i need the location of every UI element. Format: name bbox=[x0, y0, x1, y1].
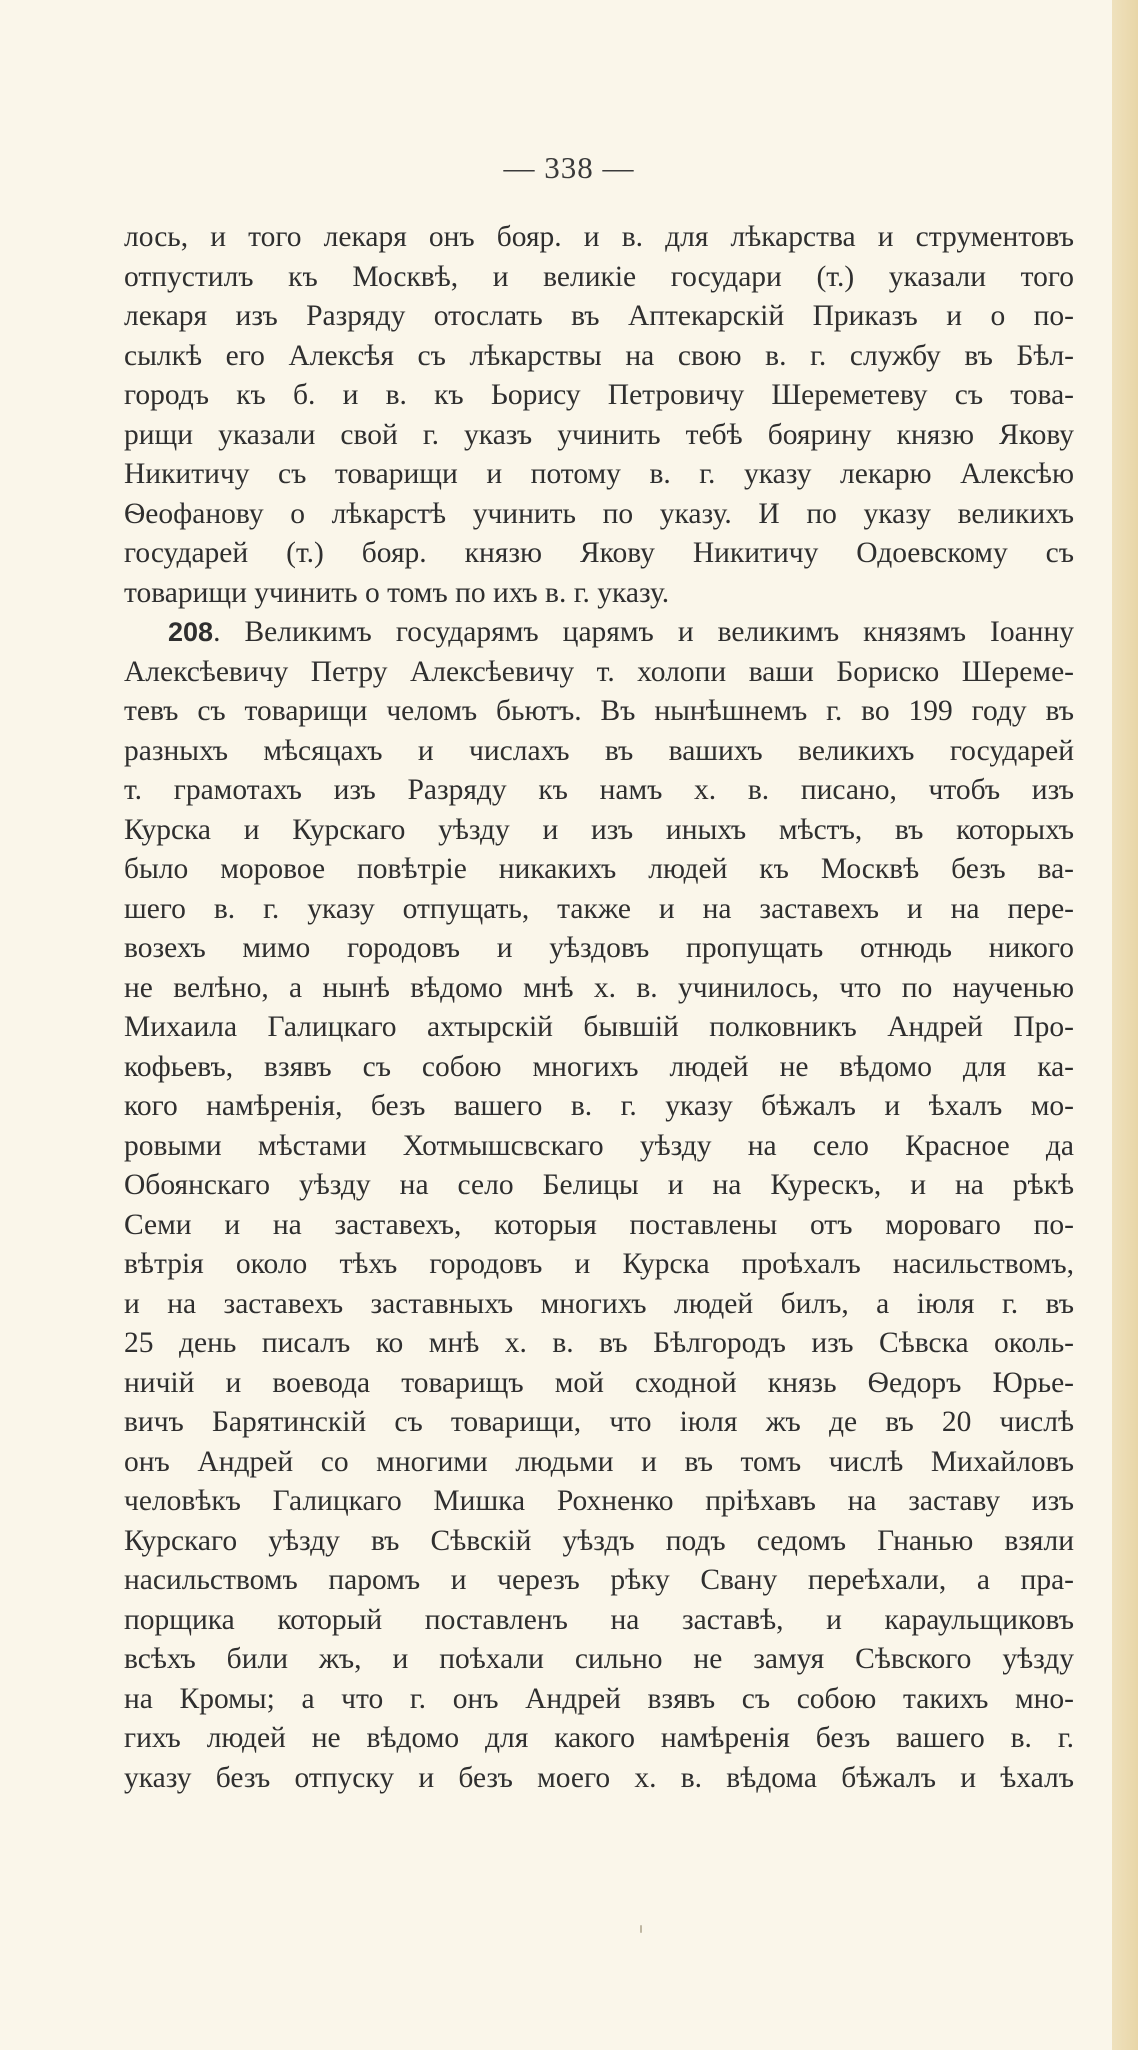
text-line: ровыми мѣстами Хотмышсвскаго уѣзду на село Красное да bbox=[124, 1129, 1074, 1162]
text-line: онъ Андрей со многими людьми и въ томъ числѣ Михайловъ bbox=[124, 1445, 1074, 1478]
text-line: сылкѣ его Алексѣя съ лѣкарствы на свою в. г. службу въ Бѣл- bbox=[124, 339, 1074, 372]
text-line: кого намѣренія, безъ вашего в. г. указу бѣжалъ и ѣхалъ мо- bbox=[124, 1090, 1074, 1122]
text-line: указу безъ отпуску и безъ моего х. в. вѣдома бѣжалъ и ѣхалъ bbox=[124, 1761, 1074, 1794]
text-line: ничій и воевода товарищъ мой сходной князь Ѳедоръ Юрье- bbox=[124, 1366, 1074, 1399]
text-line: шего в. г. указу отпущать, также и на заставехъ и на пере- bbox=[124, 892, 1074, 925]
text-line: лось, и того лекаря онъ бояр. и в. для лѣкарства и струментовъ bbox=[124, 221, 1074, 253]
text-line: порщика который поставленъ на заставѣ, и караульщиковъ bbox=[124, 1603, 1074, 1636]
text-line: Обоянскаго уѣзду на село Белицы и на Курескъ, и на рѣкѣ bbox=[124, 1169, 1074, 1201]
text-line: городъ къ б. и в. къ Ьорису Петровичу Шереметеву съ това- bbox=[124, 379, 1074, 411]
text-line: отпустилъ къ Москвѣ, и великіе государи (т.) указали того bbox=[124, 260, 1074, 293]
text-line: Алексѣевичу Петру Алексѣевичу т. холопи ваши Бориско Шереме- bbox=[124, 655, 1074, 688]
text-line: Никитичу съ товарищи и потому в. г. указу лекарю Алексѣю bbox=[124, 458, 1074, 490]
text-line: Курскаго уѣзду въ Сѣвскій уѣздъ подъ седомъ Гнанью взяли bbox=[124, 1524, 1074, 1557]
page-number: — 338 — bbox=[503, 150, 635, 185]
text-line: Курска и Курскаго уѣзду и изъ иныхъ мѣстъ, въ которыхъ bbox=[124, 813, 1074, 846]
text-line: тевъ съ товарищи челомъ бьютъ. Въ нынѣшнемъ г. во 199 году въ bbox=[124, 695, 1074, 727]
text-line: вичъ Барятинскій съ товарищи, что іюля жъ де въ 20 числѣ bbox=[124, 1406, 1074, 1438]
text-line: Ѳеофанову о лѣкарстѣ учинить по указу. И по указу великихъ bbox=[124, 497, 1074, 530]
text-line: и на заставехъ заставныхъ многихъ людей билъ, а іюля г. въ bbox=[124, 1287, 1074, 1320]
text-line: 25 день писалъ ко мнѣ х. в. въ Бѣлгородъ изъ Сѣвска околь- bbox=[124, 1327, 1074, 1359]
entry-number: 208 bbox=[168, 617, 214, 647]
text-line: государей (т.) бояр. князю Якову Никитичу Одоевскому съ bbox=[124, 537, 1074, 569]
text-line: было моровое повѣтріе никакихъ людей къ Москвѣ безъ ва- bbox=[124, 853, 1074, 885]
text-line: т. грамотахъ изъ Разряду къ намъ х. в. писано, чтобъ изъ bbox=[124, 774, 1074, 806]
page-edge-shadow bbox=[1112, 0, 1138, 2050]
text-line: кофьевъ, взявъ съ собою многихъ людей не вѣдомо для ка- bbox=[124, 1050, 1074, 1083]
text-line: всѣхъ били жъ, и поѣхали сильно не замуя Сѣвского уѣзду bbox=[124, 1643, 1074, 1675]
text-line: Семи и на заставехъ, которыя поставлены отъ мороваго по- bbox=[124, 1208, 1074, 1241]
text-line: разныхъ мѣсяцахъ и числахъ въ вашихъ великихъ государей bbox=[124, 734, 1074, 767]
text-line: не велѣно, а нынѣ вѣдомо мнѣ х. в. учинилось, что по наученью bbox=[124, 971, 1074, 1004]
text-line: человѣкъ Галицкаго Мишка Рохненко пріѣхавъ на заставу изъ bbox=[124, 1485, 1074, 1517]
text-line: вѣтрія около тѣхъ городовъ и Курска проѣхалъ насильствомъ, bbox=[124, 1248, 1074, 1280]
entry-first-line bbox=[124, 613, 1074, 653]
text-line: товарищи учинить о томъ по ихъ в. г. указу. bbox=[124, 576, 670, 609]
text-line: на Кромы; а что г. онъ Андрей взявъ съ собою такихъ мно- bbox=[124, 1682, 1074, 1715]
text-line: рищи указали свой г. указъ учинить тебѣ боярину князю Якову bbox=[124, 418, 1074, 451]
body-text bbox=[124, 218, 1074, 1798]
paper-speck bbox=[640, 1925, 642, 1933]
text-line: гихъ людей не вѣдомо для какого намѣренія безъ вашего в. г. bbox=[124, 1722, 1074, 1754]
text-line: возехъ мимо городовъ и уѣздовъ пропущать отнюдь никого bbox=[124, 932, 1074, 964]
text-line: лекаря изъ Разряду отослать въ Аптекарскій Приказъ и о по- bbox=[124, 300, 1074, 332]
entry-first-line-text: . Великимъ государямъ царямъ и великимъ князямъ Іоанну bbox=[213, 616, 1074, 648]
text-line: Михаила Галицкаго ахтырскій бывшій полковникъ Андрей Про- bbox=[124, 1011, 1074, 1043]
text-line: насильствомъ паромъ и черезъ рѣку Свану переѣхали, а пра- bbox=[124, 1564, 1074, 1596]
